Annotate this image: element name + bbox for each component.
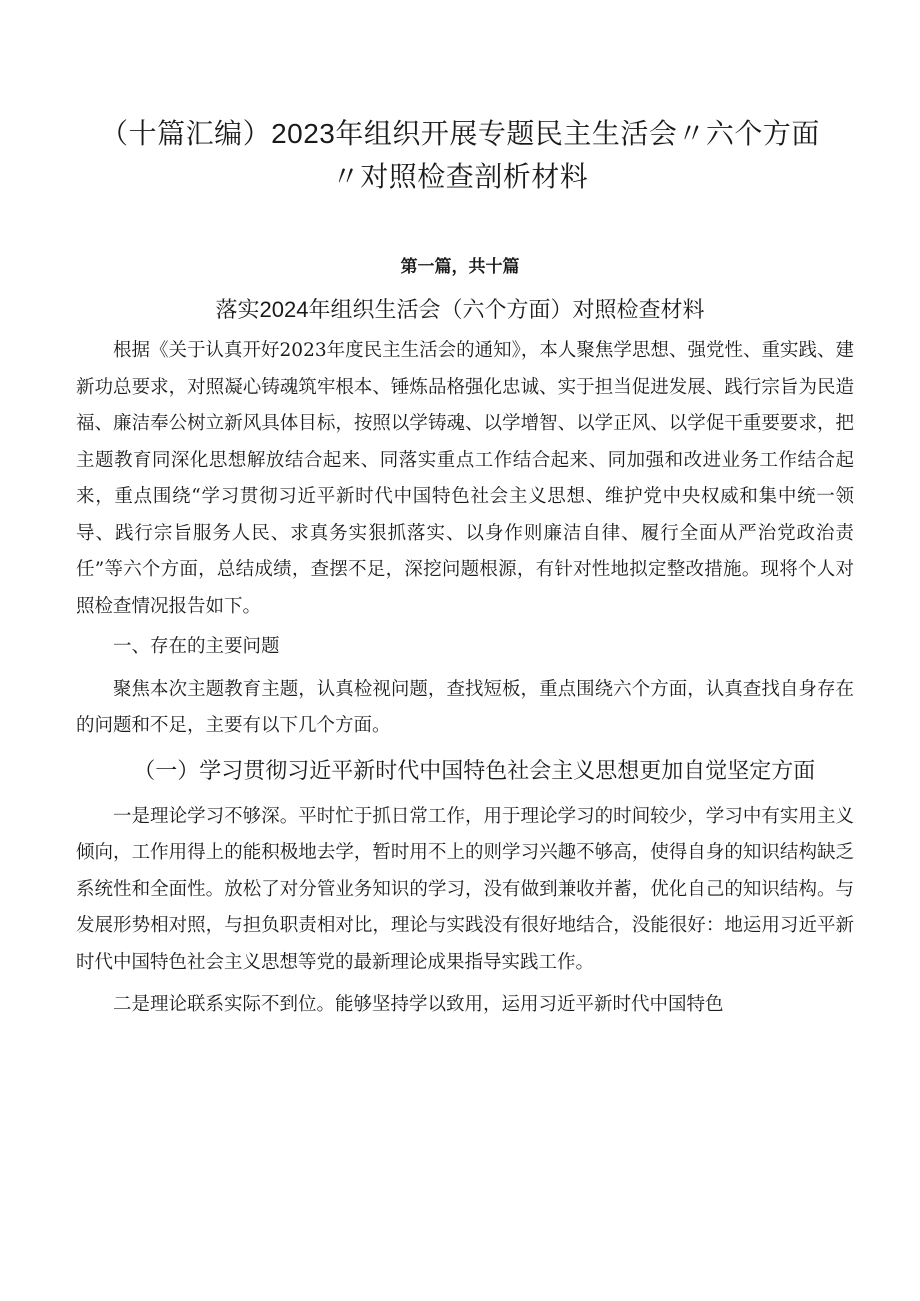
subheading-theory-study: （一）学习贯彻习近平新时代中国特色社会主义思想更加自觉坚定方面 (133, 757, 816, 783)
point-two-paragraph: 二是理论联系实际不到位。能够坚持学以致用，运用习近平新时代中国特色 (113, 994, 724, 1015)
point-one-paragraph: 一是理论学习不够深。平时忙于抓日常工作，用于理论学习的时间较少，学习中有实用主义倾向，工作用得上的能积极地去学，暂时用不上的则学习兴趣不够高，使得自身的知识结构缺乏系统性和全面性。放松了对分管业务知识的学习，没有做到兼收并蓄，优化自己的知识结构。与发展形势相对照，与担负职责相对比，理论与实践没有很好地结合，没能很好：地运用习近平新时代中国特色社会主义思想等党的最新理论成果指导实践工作。 (76, 805, 854, 973)
section-title: 落实2024年组织生活会（六个方面）对照检查材料 (215, 297, 705, 322)
document-body (76, 333, 854, 1024)
document-title: （十篇汇编）2023年组织开展专题民主生活会〃六个方面〃对照检查剖析材料 (100, 118, 820, 192)
heading-main-problems: 一、存在的主要问题 (113, 636, 280, 657)
intro-paragraph: 根据《关于认真开好2023年度民主生活会的通知》，本人聚焦学思想、强党性、重实践、建新功总要求，对照凝心铸魂筑牢根本、锤炼品格强化忠诚、实于担当促进发展、践行宗旨为民造福、廉洁奉公树立新风具体目标，按照以学铸魂、以学增智、以学正风、以学促干重要要求，把主题教育同深化思想解放结合起来、同落实重点工作结合起来、同加强和改进业务工作结合起来，重点围绕“学习贯彻习近平新时代中国特色社会主义思想、维护党中央权威和集中统一领导、践行宗旨服务人民、求真务实狠抓落实、以身作则廉洁自律、履行全面从严治党政治责任”等六个方面，总结成绩，查摆不足，深挖问题根源，有针对性地拟定整改措施。现将个人对照检查情况报告如下。 (76, 340, 854, 617)
section-count: 第一篇，共十篇 (400, 257, 520, 277)
overview-paragraph: 聚焦本次主题教育主题，认真检视问题，查找短板，重点围绕六个方面，认真查找自身存在的问题和不足，主要有以下几个方面。 (76, 678, 854, 736)
